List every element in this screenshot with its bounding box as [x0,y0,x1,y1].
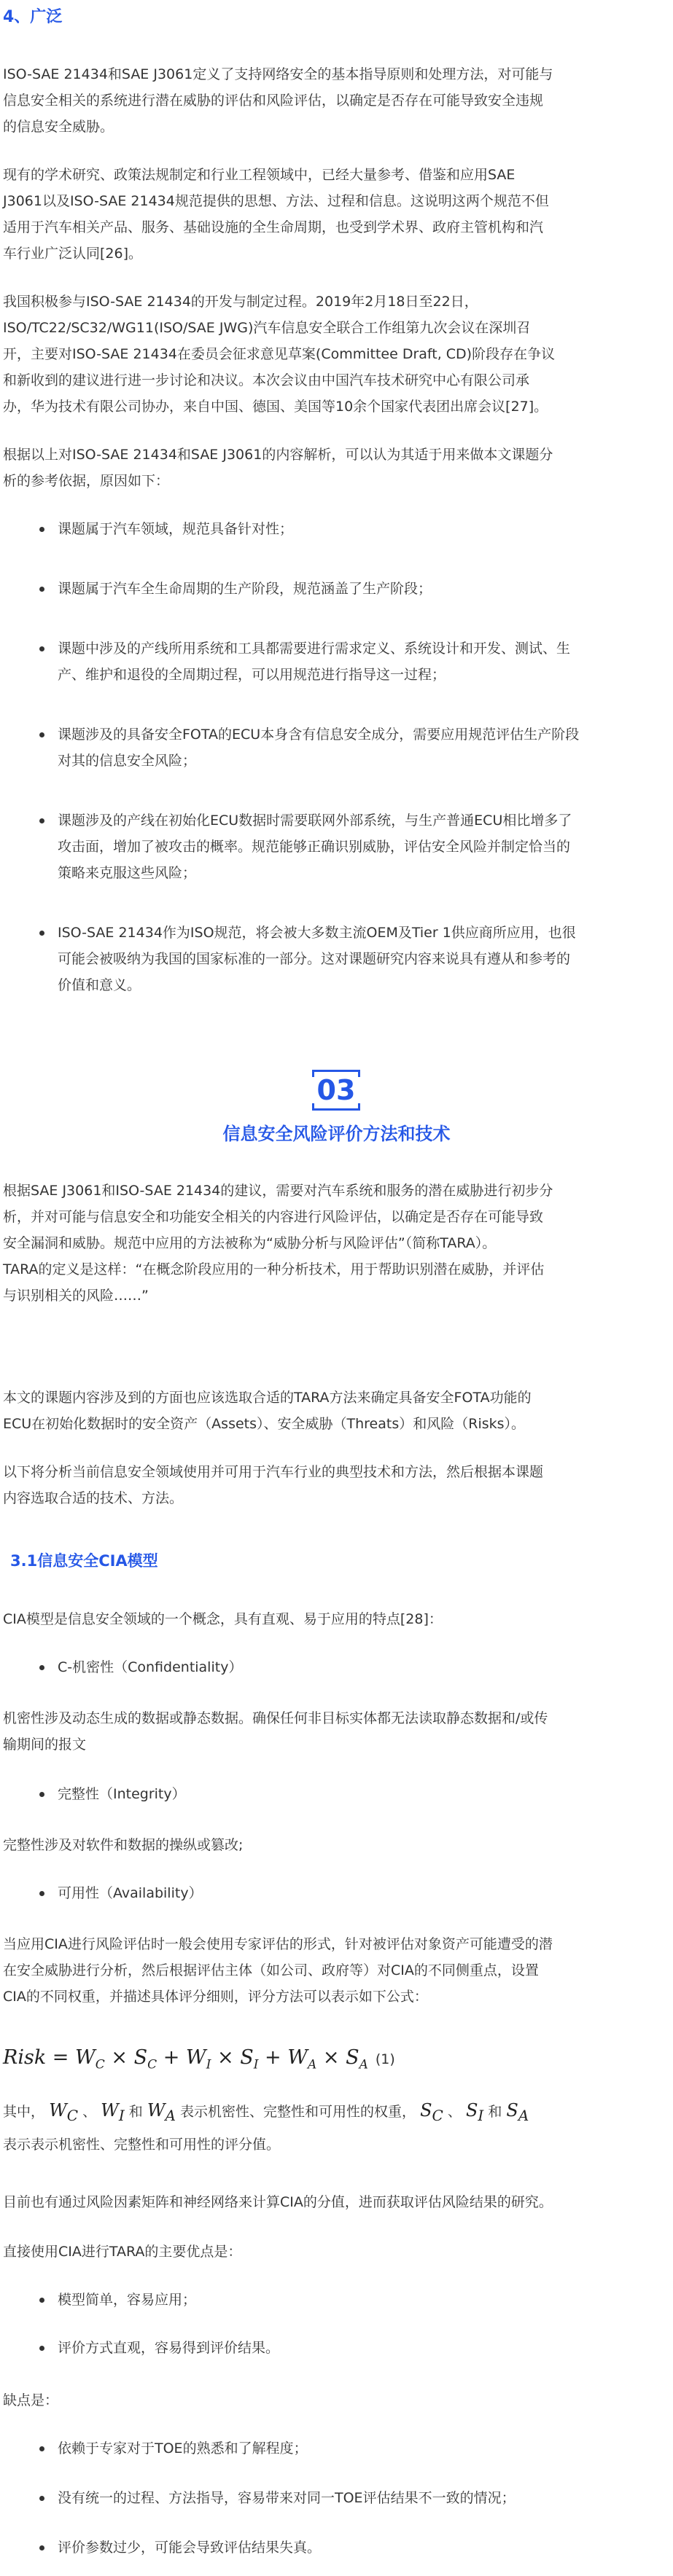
paragraph: 完整性涉及对软件和数据的操纵或篡改; [3,1837,244,1853]
math-symbol: $S_A$ [506,2100,529,2124]
paragraph: 直接使用CIA进行TARA的主要优点是： [3,2244,242,2260]
bullet-icon [39,1792,44,1797]
paragraph: ISO-SAE 21434和SAE J3061定义了支持网络安全的基本指导原则和处理方法，对可能与 信息安全相关的系统进行潜在威胁的评估和风险评估，以确定是否存在可能导致安全违规 的信息安全威胁。 [3,66,553,135]
bullet-icon [39,931,44,936]
section-title: 信息安全风险评价方法和技术 [222,1124,451,1144]
math-symbol: $S_C$ [420,2100,443,2124]
formula-number: (1) [375,2051,395,2067]
bullet-icon [39,2496,44,2501]
section-heading-4: 4、广泛 [3,8,63,26]
bullet-icon [39,2298,44,2303]
bullet-icon [39,732,44,737]
math-symbol: $W_C$ [49,2100,79,2124]
math-symbol: $S_I$ [465,2100,484,2124]
math-symbol: $W_I$ [101,2100,125,2124]
paragraph: 当应用CIA进行风险评估时一般会使用专家评估的形式，针对被评估对象资产可能遭受的潜 在安全威胁进行分析，然后根据评估主体（如公司、政府等）对CIA的不同侧重点，设置 CIA的不同权重，并描述具体评分细则，评分方法可以表示如下公式： [3,1936,553,2005]
bullet-icon [39,1665,44,1670]
paragraph: 以下将分析当前信息安全领域使用并可用于汽车行业的典型技术和方法，然后根据本课题 内容选取合适的技术、方法。 [3,1464,544,1506]
bullet-icon [39,818,44,823]
bullet-icon [39,2446,44,2451]
risk-formula [3,2046,395,2072]
paragraph: 现有的学术研究、政策法规制定和行业工程领域中，已经大量参考、借鉴和应用SAE J3061以及ISO-SAE 21434规范提供的思想、方法、过程和信息。这说明这两个规范不但 适用于汽车相关产品、服务、基础设施的全生命周期，也受到学术界、政府主管机构和汽 车行业广泛认同[26]。 [3,167,549,262]
paragraph: 我国积极参与ISO-SAE 21434的开发与制定过程。2019年2月18日至22日， ISO/TC22/SC32/WG11(ISO/SAE JWG)汽车信息安全联合工作组第九次会议在深圳召 开，主要对ISO-SAE 21434在委员会征求意见草案(Committee Draft, CD)阶段存在争议 和新收到的建议进行进一步讨论和决议。本次会议由中国汽车技术研究中心有限公司承 办，华为技术有限公司协办，来自中国、德国、美国等10余个国家代表团出席会议[27]。 [3,294,556,415]
article-page: 4、广泛 ISO-SAE 21434和SAE J3061定义了支持网络安全的基本指导原则和处理方法，对可能与 信息安全相关的系统进行潜在威胁的评估和风险评估，以确定是否存在可能导致安全违规 的信息安全威胁。 现有的学术研究、政策法规制定和行业工程领域中，已经大量参考、借鉴和应用SAE J3061以及ISO-SAE 21434规范提供的思想、方法、过程和信息。这说明这两个规范不但 适用于汽车相关产品、服务、基础设施的全生命周期，也受到学术界、政府主管机构和汽 车行业广泛认同[26]。 我国积极参与ISO-SAE 21434的开发与制定过程。2019年2月18日至22日， ISO/TC22/SC32/WG11(ISO/SAE JWG)汽车信息安全联合工作组第九次会议在深圳召 开，主要对ISO-SAE 21434在委员会征求意见草案(Committee Draft, CD)阶段存在争议 和新收到的建议进行进一步讨论和决议。本次会议由中国汽车技术研究中心有限公司承 办，华为技术有限公司协办，来自中国、德国、美国等10余个国家代表团出席会议[27]。 根据以上对ISO-SAE 21434和SAE J3061的内容解析，可以认为其适于用来做本文课题分 析的参考依据，原因如下： 课题属于汽车领域，规范具备针对性； 课题属于汽车全生命周期的生产阶段，规范涵盖了生产阶段； 课题中涉及的产线所用系统和工具都需要进行需求定义、系统设计和开发、测试、生 产、维护和退役的全周期过程，可以用规范进行指导这一过程； 课题涉及的具备安全FOTA的ECU本身含有信息安全成分，需要应用规范评估生产阶段 对其的信息安全风险； 课题涉及的产线在初始化ECU数据时需要联网外部系统，与生产普通ECU相比增多了 攻击面，增加了被攻击的概率。规范能够正确识别威胁，评估安全风险并制定恰当的 策略来克服这些风险； ISO-SAE 21434作为ISO规范，将会被大多数主流OEM及Tier 1供应商所应用，也很 可能会被吸纳为我国的国家标准的一部分。这对课题研究内容来说具有遵从和参考的 价值和意义。 03 信息安全风险评价方法和技术 根据SAE J3061和ISO-SAE 21434的建议，需要对汽车系统和服务的潜在威胁进行初步分 析，并对可能与信息安全和功能安全相关的内容进行风险评估，以确定是否存在可能导致 安全漏洞和威胁。规范中应用的方法被称为“威胁分析与风险评估”（简称TARA）。 TARA的定义是这样：“在概念阶段应用的一种分析技术，用于帮助识别潜在威胁，并评估 与识别相关的风险……” 本文的课题内容涉及到的方面也应该选取合适的TARA方法来确定具备安全FOTA功能的 ECU在初始化数据时的安全资产（Assets）、安全威胁（Threats）和风险（Risks）。 以下将分析当前信息安全领域使用并可用于汽车行业的典型技术和方法，然后根据本课题 内容选取合适的技术、方法。 3.1信息安全CIA模型 CIA模型是信息安全领域的一个概念，具有直观、易于应用的特点[28]： C-机密性（Confidentiality） 机密性涉及动态生成的数据或静态数据。确保任何非目标实体都无法读取静态数据和/或传 输期间的报文 完整性（Integrity） 完整性涉及对软件和数据的操纵或篡改; 可用性（Availability） 当应用CIA进行风险评估时一般会使用专家评估的形式，针对被评估对象资产可能遭受的潜 在安全威胁进行分析，然后根据评估主体（如公司、政府等）对CIA的不同侧重点，设置 CIA的不同权重，并描述具体评分细则，评分方法可以表示如下公式： Risk = $W_C \times S_C + W_I \times S_I + W_A \times S_A$ (1) 其中， $W_C$ 、 $W_I$ 和 $W_A$ 表示机密性、完整性和可用性的权重， $S_C$ 、 $S_I$ 和 $S_A$ 表示表示机密性、完整性和可用性的评分值。 目前也有通过风险因素矩阵和神经网络来计算CIA的分值，进而获取评估风险结果的研究。 直接使用CIA进行TARA的主要优点是： 模型简单，容易应用； 评价方式直观，容易得到评价结果。 缺点是： 依赖于专家对于TOE的熟悉和了解程度； 没有统一的过程、方法指导，容易带来对同一TOE评估结果不一致的情况； 评价参数过少，可能会导致评估结果失真。 [0,0,673,2576]
subsection-heading-cia: 3.1信息安全CIA模型 [10,1552,158,1570]
paragraph: 本文的课题内容涉及到的方面也应该选取合适的TARA方法来确定具备安全FOTA功能的 ECU在初始化数据时的安全资产（Assets）、安全威胁（Threats）和风险（Risks）。 [3,1390,532,1432]
paragraph: 根据以上对ISO-SAE 21434和SAE J3061的内容解析，可以认为其适于用来做本文课题分 析的参考依据，原因如下： [3,447,553,489]
bullet-icon [39,1891,44,1896]
paragraph: 根据SAE J3061和ISO-SAE 21434的建议，需要对汽车系统和服务的潜在威胁进行初步分 析，并对可能与信息安全和功能安全相关的内容进行风险评估，以确定是否存在可能导致 安全漏洞和威胁。规范中应用的方法被称为“威胁分析与风险评估”（简称TARA）。 TARA的定义是这样：“在概念阶段应用的一种分析技术，用于帮助识别潜在威胁，并评估 与识别相关的风险……” [3,1183,553,1304]
paragraph: 缺点是： [3,2392,59,2408]
paragraph: CIA模型是信息安全领域的一个概念，具有直观、易于应用的特点[28]： [3,1611,443,1627]
paragraph: 机密性涉及动态生成的数据或静态数据。确保任何非目标实体都无法读取静态数据和/或传 输期间的报文 [3,1710,548,1753]
paragraph: 其中， $W_C$ 、 $W_I$ 和 $W_A$ 表示机密性、完整性和可用性的权重， $S_C$ 、 $S_I$ 和 $S_A$ 表示表示机密性、完整性和可用性的评分值。 [3,2100,529,2153]
paragraph: 目前也有通过风险因素矩阵和神经网络来计算CIA的分值，进而获取评估风险结果的研究。 [3,2194,553,2210]
math-symbol: $W_A$ [147,2100,176,2124]
bullet-icon [39,2545,44,2550]
bullet-icon [39,2346,44,2351]
bullet-icon [39,527,44,532]
section-number-badge: 03 [312,1070,360,1111]
bullet-icon [39,587,44,592]
bullet-icon [39,646,44,651]
formula-expression: Risk = $W_C \times S_C + W_I \times S_I + W_A \times S_A$ [3,2046,368,2072]
